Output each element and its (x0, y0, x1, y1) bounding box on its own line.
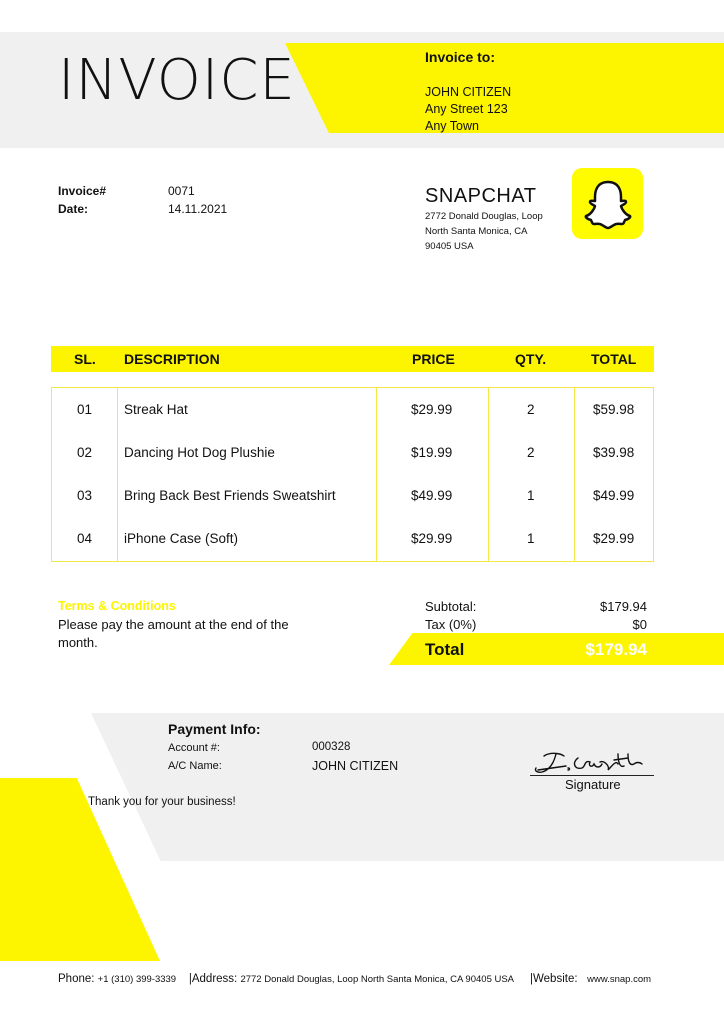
terms-title: Terms & Conditions (58, 599, 176, 613)
table-divider (574, 387, 575, 562)
table-divider (117, 387, 118, 562)
row-sl: 01 (77, 402, 93, 417)
total-label: Total (425, 640, 465, 659)
thank-you-note: Thank you for your business! (88, 796, 236, 808)
subtotal-value: $179.94 (600, 599, 647, 614)
invoice-number-value: 0071 (168, 184, 195, 198)
row-sl: 04 (77, 531, 93, 546)
company-address: 2772 Donald Douglas, Loop North Santa Monica, CA 90405 USA (425, 211, 543, 252)
invoice-to-town: Any Town (425, 119, 479, 133)
row-qty: 2 (527, 402, 535, 417)
row-sl: 02 (77, 445, 93, 460)
account-value: 000328 (312, 741, 351, 753)
invoice-to-street: Any Street 123 (425, 102, 508, 116)
footer-address-value: 2772 Donald Douglas, Loop North Santa Monica, CA 90405 USA (240, 974, 515, 985)
account-name-label: A/C Name: (168, 760, 222, 772)
row-description: Bring Back Best Friends Sweatshirt (124, 488, 336, 503)
tax-value: $0 (632, 617, 647, 632)
footer-phone-label: Phone: (58, 973, 95, 985)
footer-address-label: |Address: (188, 973, 238, 985)
row-qty: 1 (527, 488, 535, 503)
table-divider (488, 387, 489, 562)
invoice-to-name: JOHN CITIZEN (425, 85, 512, 99)
snapchat-ghost-icon (572, 168, 643, 239)
row-description: iPhone Case (Soft) (124, 531, 239, 546)
page-title: INVOICE (58, 48, 296, 113)
row-total: $29.99 (593, 531, 635, 546)
invoice-date-value: 14.11.2021 (168, 202, 228, 216)
row-sl: 03 (77, 488, 93, 503)
account-label: Account #: (168, 742, 220, 754)
table-divider (376, 387, 377, 562)
company-name: SNAPCHAT (425, 185, 537, 207)
row-total: $49.99 (593, 488, 635, 503)
invoice-number-label: Invoice# (58, 184, 107, 198)
row-qty: 2 (527, 445, 535, 460)
total-value: $179.94 (585, 640, 647, 659)
row-description: Dancing Hot Dog Plushie (124, 445, 275, 460)
footer (58, 973, 651, 985)
invoice-date-label: Date: (58, 202, 89, 216)
row-total: $39.98 (593, 445, 635, 460)
footer-website-label: |Website: (530, 973, 578, 985)
row-price: $49.99 (411, 488, 453, 503)
signature-label: Signature (565, 777, 621, 792)
account-name-value: JOHN CITIZEN (312, 759, 399, 773)
subtotal-label: Subtotal: (425, 599, 477, 614)
col-header-price: PRICE (412, 351, 455, 367)
row-price: $29.99 (411, 531, 453, 546)
row-total: $59.98 (593, 402, 635, 417)
signature-line (530, 775, 654, 776)
row-price: $19.99 (411, 445, 453, 460)
row-description: Streak Hat (124, 402, 188, 417)
footer-phone-value: +1 (310) 399-3339 (97, 974, 177, 985)
row-qty: 1 (527, 531, 535, 546)
row-price: $29.99 (411, 402, 453, 417)
terms-text: Please pay the amount at the end of the month. (58, 617, 289, 650)
col-header-sl: SL. (74, 351, 96, 367)
col-header-description: DESCRIPTION (124, 351, 220, 367)
payment-title: Payment Info: (168, 721, 261, 737)
invoice-to-title: Invoice to: (425, 49, 496, 65)
tax-label: Tax (0%) (425, 617, 477, 632)
col-header-total: TOTAL (591, 351, 637, 367)
footer-website-link[interactable]: www.snap.com (587, 974, 652, 985)
col-header-qty: QTY. (515, 351, 547, 367)
